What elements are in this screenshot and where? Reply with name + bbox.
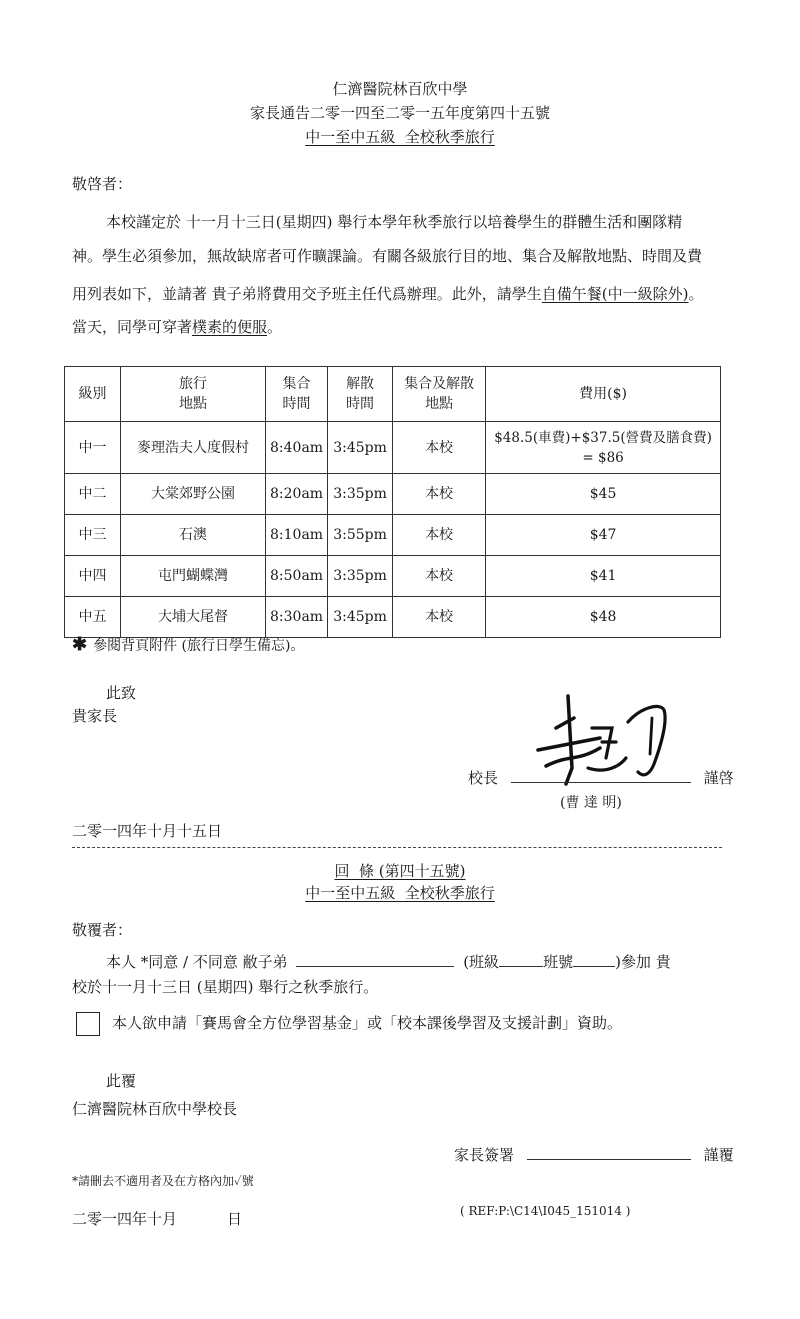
grade-cell: 中二 (65, 474, 121, 515)
place-cell: 本校 (393, 515, 486, 556)
header-grade: 級別 (65, 367, 121, 422)
header-fee: 費用($) (486, 367, 721, 422)
principal-signature-row (468, 766, 734, 788)
dismiss-time-cell: 3:35pm (328, 556, 393, 597)
fee-cell (486, 422, 721, 474)
consent-text-end: )參加 貴 (615, 953, 671, 971)
grade-cell: 中一 (65, 422, 121, 474)
subsidy-checkbox[interactable] (76, 1012, 100, 1036)
header-place (393, 367, 486, 422)
dismiss-time-cell: 3:45pm (328, 597, 393, 638)
header-destination-l1: 旅行 (179, 376, 207, 392)
fee-cell: $41 (486, 556, 721, 597)
notice-title-text: 中一至中五級 全校秋季旅行 (305, 128, 495, 146)
gather-time-cell: 8:30am (266, 597, 328, 638)
table-row (65, 422, 721, 474)
dress-note: 樸素的便服 (192, 318, 268, 336)
notice-date: 二零一四年十月十五日 (72, 822, 223, 840)
place-cell: 本校 (393, 474, 486, 515)
header-dismiss-l2: 時間 (346, 396, 375, 412)
fee-cell: $47 (486, 515, 721, 556)
school-name: 仁濟醫院林百欣中學 (332, 80, 468, 98)
principal-label: 校長 (468, 769, 499, 787)
parent-signature-row (454, 1143, 734, 1165)
destination-cell: 大埔大尾督 (121, 597, 266, 638)
destination-cell: 石澳 (121, 515, 266, 556)
attachment-note (72, 634, 304, 655)
class-number-field[interactable] (573, 950, 615, 967)
grade-cell: 中五 (65, 597, 121, 638)
fee-total: = $86 (582, 449, 624, 466)
parent-signature-label: 家長簽署 (454, 1146, 515, 1164)
gather-time-cell: 8:50am (266, 556, 328, 597)
paragraph-line-4-text: 當天，同學可穿著 (72, 318, 193, 336)
closing-line-2: 貴家長 (72, 707, 118, 725)
table-row (65, 556, 721, 597)
reply-salutation: 敬覆者： (72, 921, 133, 939)
class-number-label: 班號 (543, 953, 574, 971)
paragraph-line-3 (72, 280, 704, 308)
consent-line-2: 校於十一月十三日 (星期四) 舉行之秋季旅行。 (72, 978, 379, 996)
dismiss-time-cell: 3:35pm (328, 474, 393, 515)
principal-signature-line (511, 766, 691, 783)
parent-signature-suffix: 謹覆 (703, 1146, 734, 1164)
header-place-l1: 集合及解散 (404, 376, 475, 392)
salutation: 敬啓者： (72, 175, 133, 193)
header-gather-l1: 集合 (282, 376, 311, 392)
tear-off-divider (72, 847, 722, 848)
header-destination (121, 367, 266, 422)
consent-text: 本人 *同意 / 不同意 敝子弟 (106, 953, 288, 971)
grade-cell: 中四 (65, 556, 121, 597)
reply-date-text: 二零一四年十月 (72, 1210, 178, 1228)
header-gather-l2: 時間 (282, 396, 311, 412)
reference-code: ( REF:P:\C14\I045_151014 ) (460, 1204, 631, 1218)
place-cell: 本校 (393, 556, 486, 597)
table-row (65, 597, 721, 638)
principal-suffix: 謹啓 (703, 769, 734, 787)
destination-cell: 麥理浩夫人度假村 (121, 422, 266, 474)
gather-time-cell: 8:10am (266, 515, 328, 556)
reply-close-1: 此覆 (106, 1072, 137, 1090)
footnote: *請刪去不適用者及在方格內加✓號 (72, 1174, 254, 1188)
paragraph-line-2: 神。學生必須參加，無故缺席者可作曠課論。有關各級旅行目的地、集合及解散地點、時間及費 (72, 247, 703, 265)
reply-subtitle (0, 882, 800, 903)
place-cell: 本校 (393, 422, 486, 474)
asterisk-icon: ✱ (72, 634, 88, 655)
reply-subtitle-text: 中一至中五級 全校秋季旅行 (305, 884, 495, 902)
class-field[interactable] (499, 950, 543, 967)
fee-cell: $45 (486, 474, 721, 515)
fee-breakdown: $48.5(車費)+$37.5(營費及膳食費) (494, 429, 712, 446)
grade-cell: 中三 (65, 515, 121, 556)
gather-time-cell: 8:20am (266, 474, 328, 515)
principal-name: (曹 達 明) (560, 795, 622, 811)
header-destination-l2: 地點 (179, 396, 207, 412)
notice-title (0, 126, 800, 147)
notice-number: 家長通告二零一四至二零一五年度第四十五號 (249, 104, 550, 122)
reply-title-text: 回 條 (第四十五號) (334, 862, 466, 880)
place-cell: 本校 (393, 597, 486, 638)
lunch-note: 自備午餐(中一級除外) (541, 285, 689, 303)
dismiss-time-cell: 3:55pm (328, 515, 393, 556)
header-gather (266, 367, 328, 422)
closing-line-1: 此致 (106, 684, 137, 702)
reply-date (72, 1208, 242, 1229)
dismiss-time-cell: 3:45pm (328, 422, 393, 474)
paragraph-line-3-text: 用列表如下，並請著 貴子弟將費用交予班主任代爲辦理。此外，請學生 (72, 285, 542, 303)
fee-cell: $48 (486, 597, 721, 638)
trip-table (64, 366, 721, 638)
reply-title (0, 860, 800, 881)
class-label: (班級 (463, 953, 500, 971)
table-row (65, 474, 721, 515)
paragraph-line-3-end: 。 (688, 285, 704, 303)
student-name-field[interactable] (296, 950, 454, 967)
header-dismiss-l1: 解散 (346, 376, 375, 392)
consent-line-1 (106, 950, 671, 972)
paragraph-line-4-end: 。 (267, 318, 283, 336)
parent-signature-field[interactable] (527, 1143, 691, 1160)
header-dismiss (328, 367, 393, 422)
reply-date-day: 日 (227, 1210, 243, 1228)
table-row (65, 515, 721, 556)
gather-time-cell: 8:40am (266, 422, 328, 474)
paragraph-line-4 (72, 313, 282, 341)
table-header-row (65, 367, 721, 422)
subsidy-text: 本人欲申請「賽馬會全方位學習基金」或「校本課後學習及支援計劃」資助。 (112, 1014, 623, 1032)
reply-close-2: 仁濟醫院林百欣中學校長 (72, 1100, 238, 1118)
header-place-l2: 地點 (425, 396, 454, 412)
destination-cell: 屯門蝴蝶灣 (121, 556, 266, 597)
paragraph-line-1: 本校謹定於 十一月十三日(星期四) 舉行本學年秋季旅行以培養學生的群體生活和團隊精 (106, 213, 683, 231)
attachment-note-text: 參閱背頁附件 (旅行日學生備忘)。 (93, 638, 305, 654)
destination-cell: 大棠郊野公園 (121, 474, 266, 515)
